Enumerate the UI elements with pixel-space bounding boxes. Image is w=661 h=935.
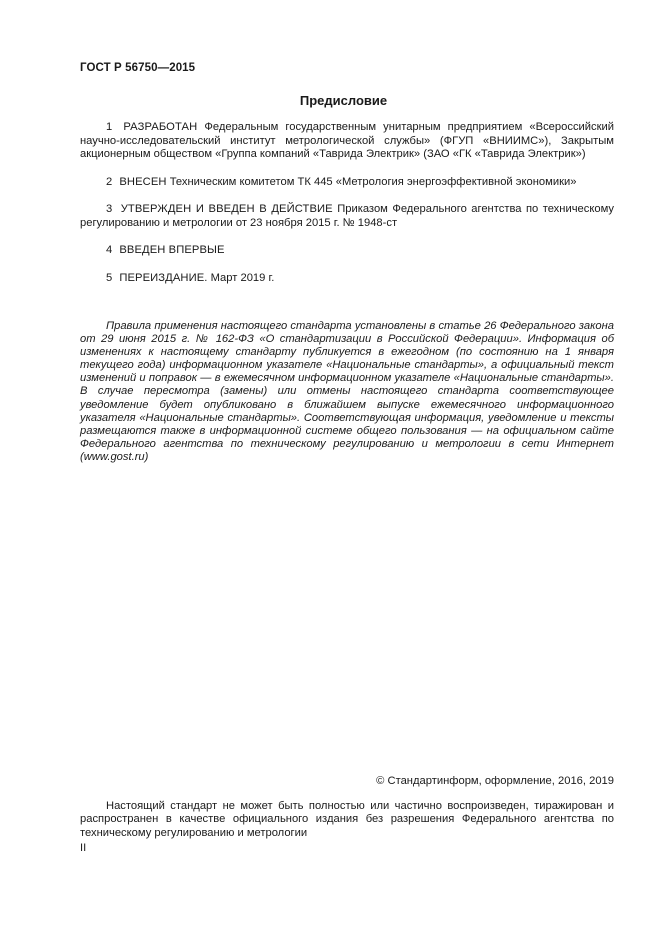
item-text: Март 2019 г.	[210, 271, 275, 284]
item-lead: ВВЕДЕН ВПЕРВЫЕ	[119, 244, 225, 256]
application-rules-notice: Правила применения настоящего стандарта установлены в статье 26 Федерального закона от 29 июня 2015 г. № 162-ФЗ «О стандартизации в Российской Федерации». Информация об изменениях к настоящему стандарту публикуется в ежегодном (по состоянию на 1 января текущего года) информационном указателе «Национальные стандарты», а официальный текст изменений и поправок — в ежемесячном информационном указателе «Национальные стандарты». В случае пересмотра (замены) или отмены настоящего стандарта соответствующее уведомление будет опубликовано в ближайшем выпуске ежемесячного информационного указателя «Национальные стандарты». Соответствующая информация, уведомление и тексты размещаются также в информационной системе общего пользования — на официальном сайте Федерального агентства по техническому регулированию и метрологии в сети Интернет (www.gost.ru)	[80, 320, 614, 463]
page-title: Предисловие	[299, 93, 388, 108]
item-number: 4	[106, 244, 113, 256]
foreword-items	[80, 121, 614, 299]
item-lead: ПЕРЕИЗДАНИЕ.	[119, 271, 208, 284]
foreword-item-2	[80, 176, 614, 190]
reproduction-rights-notice: Настоящий стандарт не может быть полностью или частично воспроизведен, тиражирован и распространен в качестве официального издания без разрешения Федерального агентства по техническому регулированию и метрологии	[80, 800, 614, 839]
foreword-item-5	[80, 272, 614, 286]
item-lead: ВНЕСЕН	[119, 175, 167, 188]
item-lead: УТВЕРЖДЕН И ВВЕДЕН В ДЕЙСТВИЕ	[120, 203, 333, 215]
item-lead: РАЗРАБОТАН	[123, 121, 198, 133]
foreword-item-3	[80, 203, 614, 230]
foreword-item-4	[80, 244, 614, 258]
item-text: Федеральным государственным унитарным предприятием «Всероссийский научно-исследовательский институт метрологической службы» (ФГУП «ВНИИМС»), Закрытым акционерным обществом «Группа компаний «Таврида Электрик» (ЗАО «ГК «Таврида Электрик»)	[80, 121, 615, 160]
foreword-item-1	[80, 121, 614, 162]
item-text: Техническим комитетом ТК 445 «Метрология энергоэффективной экономики»	[169, 175, 577, 188]
page-number: II	[80, 842, 87, 854]
standard-designation: ГОСТ Р 56750—2015	[80, 62, 196, 74]
copyright-line: © Стандартинформ, оформление, 2016, 2019	[376, 775, 614, 787]
item-number: 2	[106, 175, 113, 188]
item-number: 3	[106, 203, 113, 215]
item-text: Приказом Федерального агентства по техническому регулированию и метрологии от 23 ноября 2015 г. № 1948-ст	[80, 203, 614, 229]
item-number: 1	[106, 121, 113, 133]
item-number: 5	[106, 271, 113, 284]
